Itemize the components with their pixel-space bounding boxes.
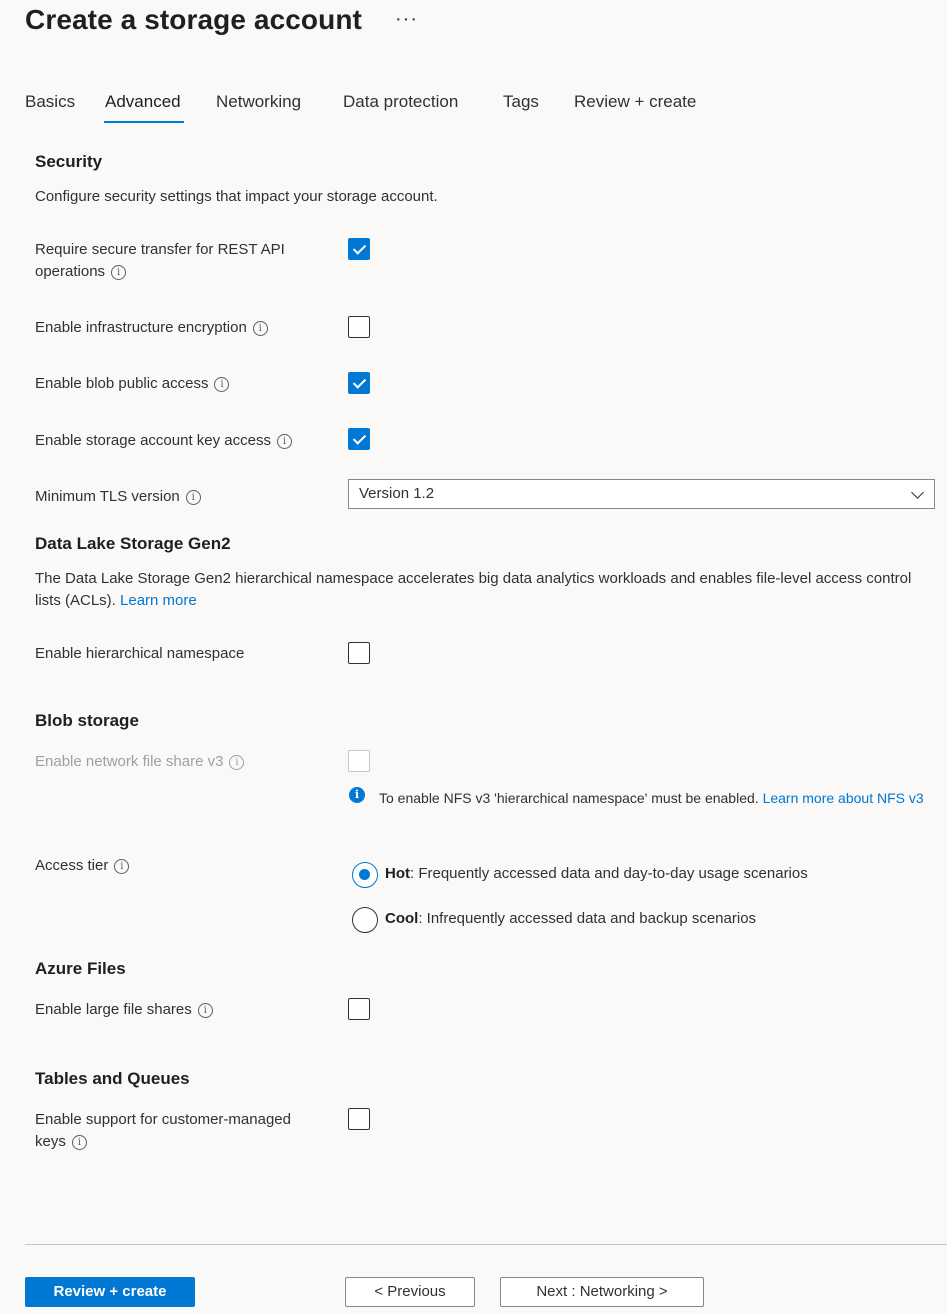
tab-review-create[interactable]: Review + create	[574, 92, 697, 111]
access-tier-label-text: Access tier	[35, 857, 109, 874]
nfs-label	[35, 751, 244, 773]
active-tab-indicator	[104, 121, 184, 123]
infra-encryption-checkbox[interactable]	[348, 316, 370, 338]
section-security-heading: Security	[35, 152, 103, 171]
info-icon[interactable]: i	[277, 434, 292, 449]
info-filled-icon: i	[349, 787, 365, 803]
nfs-note	[379, 787, 939, 809]
next-networking-button[interactable]: Next : Networking >	[500, 1277, 704, 1307]
tls-label-text: Minimum TLS version	[35, 488, 180, 505]
section-tables-queues-heading: Tables and Queues	[35, 1069, 190, 1088]
tls-label	[35, 486, 201, 508]
secure-transfer-label	[35, 239, 285, 283]
key-access-label	[35, 430, 292, 452]
chevron-down-icon	[911, 486, 924, 499]
secure-transfer-label-line1: Require secure transfer for REST API	[35, 241, 285, 258]
tab-networking[interactable]: Networking	[216, 92, 302, 111]
tls-version-dropdown[interactable]	[348, 479, 935, 509]
tab-tags[interactable]: Tags	[503, 92, 539, 111]
large-file-shares-checkbox[interactable]	[348, 998, 370, 1020]
page-title: Create a storage account	[25, 4, 362, 35]
info-icon[interactable]: i	[198, 1003, 213, 1018]
hierarchical-namespace-checkbox[interactable]	[348, 642, 370, 664]
info-icon[interactable]: i	[253, 321, 268, 336]
cmk-label	[35, 1109, 291, 1153]
info-icon[interactable]: i	[229, 755, 244, 770]
tab-advanced[interactable]	[105, 92, 181, 112]
section-azure-files-heading: Azure Files	[35, 959, 126, 978]
info-icon[interactable]: i	[111, 265, 126, 280]
cool-option-name: Cool	[385, 910, 419, 927]
hot-option-name: Hot	[385, 865, 410, 882]
review-create-button[interactable]: Review + create	[25, 1277, 195, 1307]
cmk-label-line1: Enable support for customer-managed	[35, 1111, 291, 1128]
access-tier-hot-radio[interactable]	[352, 862, 378, 888]
data-lake-description	[35, 568, 925, 612]
tab-basics[interactable]: Basics	[25, 92, 76, 111]
info-icon[interactable]: i	[186, 490, 201, 505]
footer-divider	[25, 1244, 947, 1245]
blob-public-access-checkbox[interactable]	[348, 372, 370, 394]
tls-version-value: Version 1.2	[359, 485, 435, 502]
secure-transfer-label-line2: operations	[35, 263, 106, 280]
nfs-label-text: Enable network file share v3	[35, 753, 224, 770]
access-tier-cool-radio[interactable]	[352, 907, 378, 933]
blob-public-access-label	[35, 373, 229, 395]
previous-button[interactable]: < Previous	[345, 1277, 475, 1307]
more-options-icon[interactable]: ···	[395, 8, 418, 30]
key-access-label-text: Enable storage account key access	[35, 432, 271, 449]
infra-encryption-label-text: Enable infrastructure encryption	[35, 319, 247, 336]
cmk-label-line2: keys	[35, 1133, 66, 1150]
nfs-checkbox	[348, 750, 370, 772]
cool-option-desc: : Infrequently accessed data and backup scenarios	[418, 910, 757, 927]
blob-public-access-label-text: Enable blob public access	[35, 375, 209, 392]
tab-advanced-label: Advanced	[105, 92, 181, 111]
security-description: Configure security settings that impact your storage account.	[35, 188, 438, 205]
section-blob-storage-heading: Blob storage	[35, 711, 139, 730]
access-tier-cool-label[interactable]	[385, 908, 756, 930]
infra-encryption-label	[35, 317, 268, 339]
key-access-checkbox[interactable]	[348, 428, 370, 450]
hierarchical-namespace-label: Enable hierarchical namespace	[35, 645, 245, 662]
info-icon[interactable]: i	[72, 1135, 87, 1150]
hot-option-desc: : Frequently accessed data and day-to-day usage scenarios	[410, 865, 808, 882]
large-file-shares-label	[35, 999, 213, 1021]
info-icon[interactable]: i	[114, 859, 129, 874]
info-icon[interactable]: i	[214, 377, 229, 392]
tab-data-protection[interactable]: Data protection	[343, 92, 459, 111]
large-file-shares-label-text: Enable large file shares	[35, 1001, 192, 1018]
section-data-lake-heading: Data Lake Storage Gen2	[35, 534, 231, 553]
secure-transfer-checkbox[interactable]	[348, 238, 370, 260]
learn-more-nfs-link[interactable]: Learn more about NFS v3	[762, 790, 924, 806]
cmk-checkbox[interactable]	[348, 1108, 370, 1130]
access-tier-hot-label[interactable]	[385, 863, 808, 885]
data-lake-description-text: The Data Lake Storage Gen2 hierarchical namespace accelerates big data analytics workloads and enables file-level access control lists (ACLs).	[35, 570, 912, 609]
learn-more-link[interactable]: Learn more	[120, 592, 197, 609]
access-tier-label	[35, 855, 129, 877]
nfs-note-text: To enable NFS v3 'hierarchical namespace' must be enabled.	[379, 790, 759, 806]
